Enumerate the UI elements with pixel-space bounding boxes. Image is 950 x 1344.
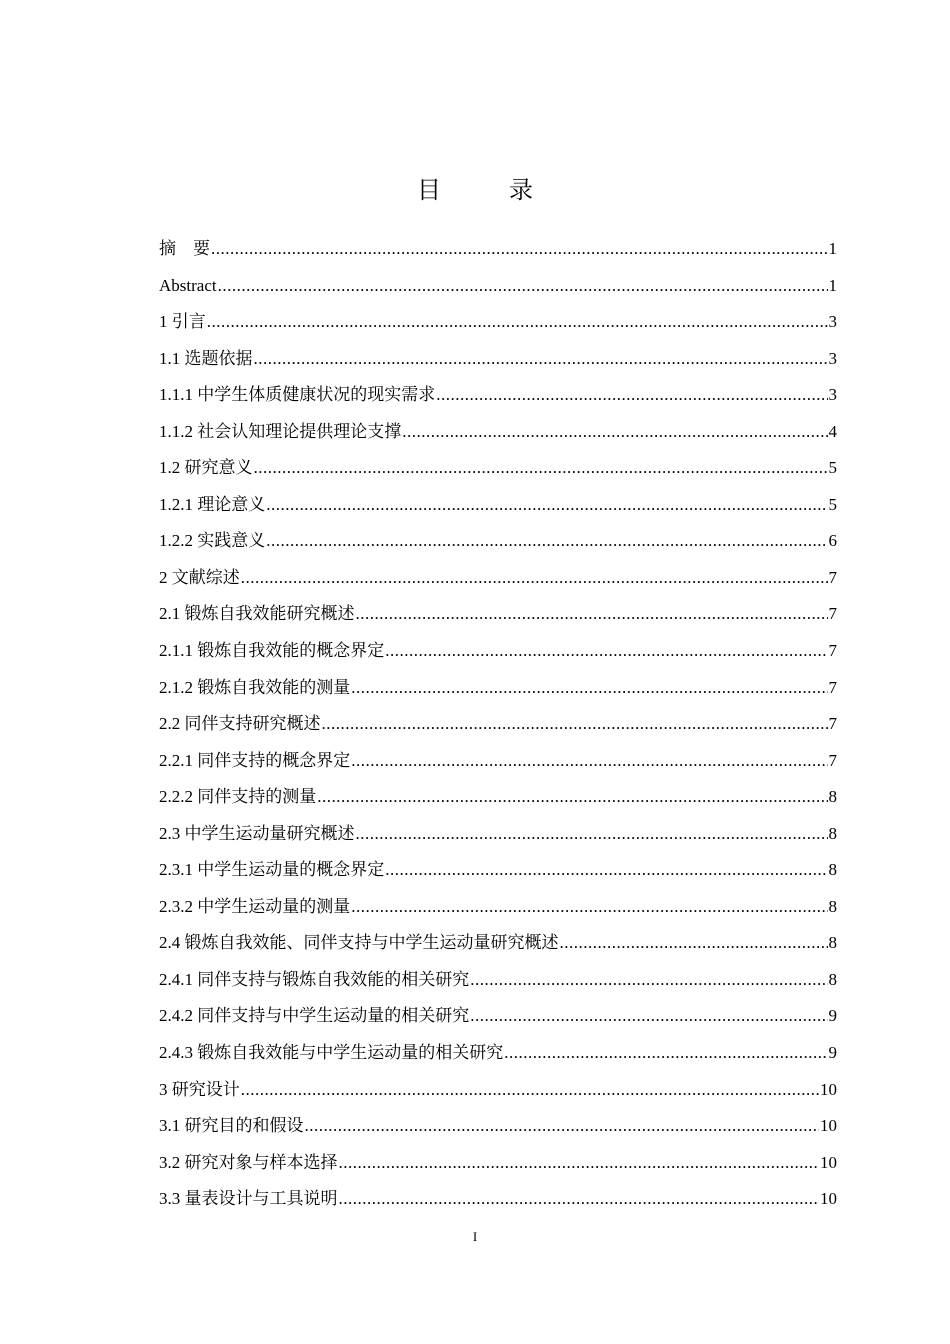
toc-entry[interactable] [159,528,837,565]
toc-entry-title: 2.4.1 同伴支持与锻炼自我效能的相关研究 [159,969,470,989]
toc-entry[interactable] [159,492,837,529]
toc-dot-leader [470,1003,827,1029]
toc-entry[interactable] [159,821,837,858]
toc-entry-page: 9 [828,1006,837,1026]
toc-entry-title: 1.2 研究意义 [159,458,253,478]
toc-entry-title: 2.4 锻炼自我效能、同伴支持与中学生运动量研究概述 [159,933,559,953]
toc-entry[interactable] [159,236,837,273]
toc-entry-title: 3.3 量表设计与工具说明 [159,1189,338,1209]
toc-dot-leader [351,675,827,701]
toc-entry-page: 1 [828,275,837,295]
toc-entry[interactable] [159,748,837,785]
toc-entry-title: 2.1.1 锻炼自我效能的概念界定 [159,641,385,661]
table-of-contents [159,236,837,1223]
toc-entry-page: 7 [828,750,837,770]
toc-entry[interactable] [159,1040,837,1077]
toc-entry[interactable] [159,784,837,821]
toc-dot-leader [254,455,828,481]
toc-entry-page: 8 [828,933,837,953]
toc-dot-leader [317,784,827,810]
page-number: I [472,1229,478,1244]
toc-entry-title: 2.2.1 同伴支持的概念界定 [159,750,351,770]
toc-entry[interactable] [159,565,837,602]
toc-dot-leader [211,236,828,262]
toc-entry-page: 8 [828,823,837,843]
toc-entry-page: 7 [828,567,837,587]
toc-entry-title: 2.1.2 锻炼自我效能的测量 [159,677,351,697]
toc-entry-title: 2.4.3 锻炼自我效能与中学生运动量的相关研究 [159,1043,504,1063]
toc-entry-page: 8 [828,969,837,989]
toc-dot-leader [351,894,827,920]
toc-entry-title: 1.2.1 理论意义 [159,494,266,514]
toc-entry-title: Abstract [159,275,217,295]
toc-dot-leader [470,967,827,993]
toc-entry-page: 10 [820,1189,837,1209]
toc-entry-title: 2.3.1 中学生运动量的概念界定 [159,860,385,880]
toc-dot-leader [339,1150,820,1176]
toc-entry-title: 3 研究设计 [159,1079,240,1099]
toc-entry-page: 4 [828,421,837,441]
toc-dot-leader [305,1113,820,1139]
toc-dot-leader [266,492,827,518]
toc-entry-page: 3 [828,312,837,332]
toc-entry[interactable] [159,601,837,638]
toc-entry[interactable] [159,455,837,492]
toc-entry-title: 2.3 中学生运动量研究概述 [159,823,355,843]
toc-dot-leader [351,748,827,774]
toc-entry[interactable] [159,894,837,931]
toc-entry-title: 3.2 研究对象与样本选择 [159,1152,338,1172]
toc-entry-title: 2 文献综述 [159,567,240,587]
toc-entry-title: 1.2.2 实践意义 [159,531,266,551]
toc-dot-leader [504,1040,827,1066]
toc-dot-leader [385,857,827,883]
toc-entry[interactable] [159,930,837,967]
toc-dot-leader [402,419,827,445]
toc-entry-title: 1.1 选题依据 [159,348,253,368]
toc-entry-title: 2.3.2 中学生运动量的测量 [159,896,351,916]
toc-entry[interactable] [159,1077,837,1114]
toc-entry[interactable] [159,1150,837,1187]
toc-entry-page: 7 [828,641,837,661]
toc-entry[interactable] [159,309,837,346]
toc-dot-leader [356,601,828,627]
toc-entry-title: 1.1.1 中学生体质健康状况的现实需求 [159,385,436,405]
toc-entry-page: 10 [820,1116,837,1136]
toc-entry-title: 2.2 同伴支持研究概述 [159,714,321,734]
toc-entry-page: 10 [820,1079,837,1099]
toc-entry[interactable] [159,1003,837,1040]
toc-entry-page: 3 [828,348,837,368]
toc-entry[interactable] [159,346,837,383]
toc-entry-title: 2.2.2 同伴支持的测量 [159,787,317,807]
toc-entry-page: 5 [828,458,837,478]
toc-dot-leader [560,930,828,956]
toc-dot-leader [356,821,828,847]
toc-dot-leader [241,1077,819,1103]
toc-entry-title: 2.4.2 同伴支持与中学生运动量的相关研究 [159,1006,470,1026]
toc-dot-leader [322,711,828,737]
toc-entry-page: 7 [828,604,837,624]
toc-entry[interactable] [159,638,837,675]
toc-entry-page: 9 [828,1043,837,1063]
toc-entry-page: 5 [828,494,837,514]
toc-entry[interactable] [159,273,837,310]
toc-dot-leader [241,565,828,591]
toc-entry-title: 1 引言 [159,312,206,332]
toc-entry[interactable] [159,419,837,456]
toc-entry[interactable] [159,967,837,1004]
page-title: 目 录 [417,176,555,204]
toc-dot-leader [385,638,827,664]
toc-entry-page: 3 [828,385,837,405]
toc-entry[interactable] [159,382,837,419]
toc-dot-leader [339,1186,820,1212]
toc-dot-leader [254,346,828,372]
toc-entry-page: 7 [828,714,837,734]
toc-entry-page: 10 [820,1152,837,1172]
toc-entry-page: 8 [828,860,837,880]
toc-entry-page: 6 [828,531,837,551]
toc-entry-title: 1.1.2 社会认知理论提供理论支撑 [159,421,402,441]
toc-entry-page: 8 [828,787,837,807]
toc-entry[interactable] [159,1113,837,1150]
toc-entry-page: 7 [828,677,837,697]
toc-dot-leader [207,309,828,335]
toc-entry-page: 8 [828,896,837,916]
toc-entry[interactable] [159,857,837,894]
toc-dot-leader [436,382,827,408]
toc-dot-leader [218,273,828,299]
toc-entry-title: 2.1 锻炼自我效能研究概述 [159,604,355,624]
toc-entry[interactable] [159,1186,837,1223]
toc-entry-page: 1 [828,239,837,258]
toc-entry[interactable] [159,675,837,712]
toc-entry[interactable] [159,711,837,748]
toc-entry-title: 3.1 研究目的和假设 [159,1116,304,1136]
toc-entry-title: 摘 要 [159,239,210,258]
toc-dot-leader [266,528,827,554]
